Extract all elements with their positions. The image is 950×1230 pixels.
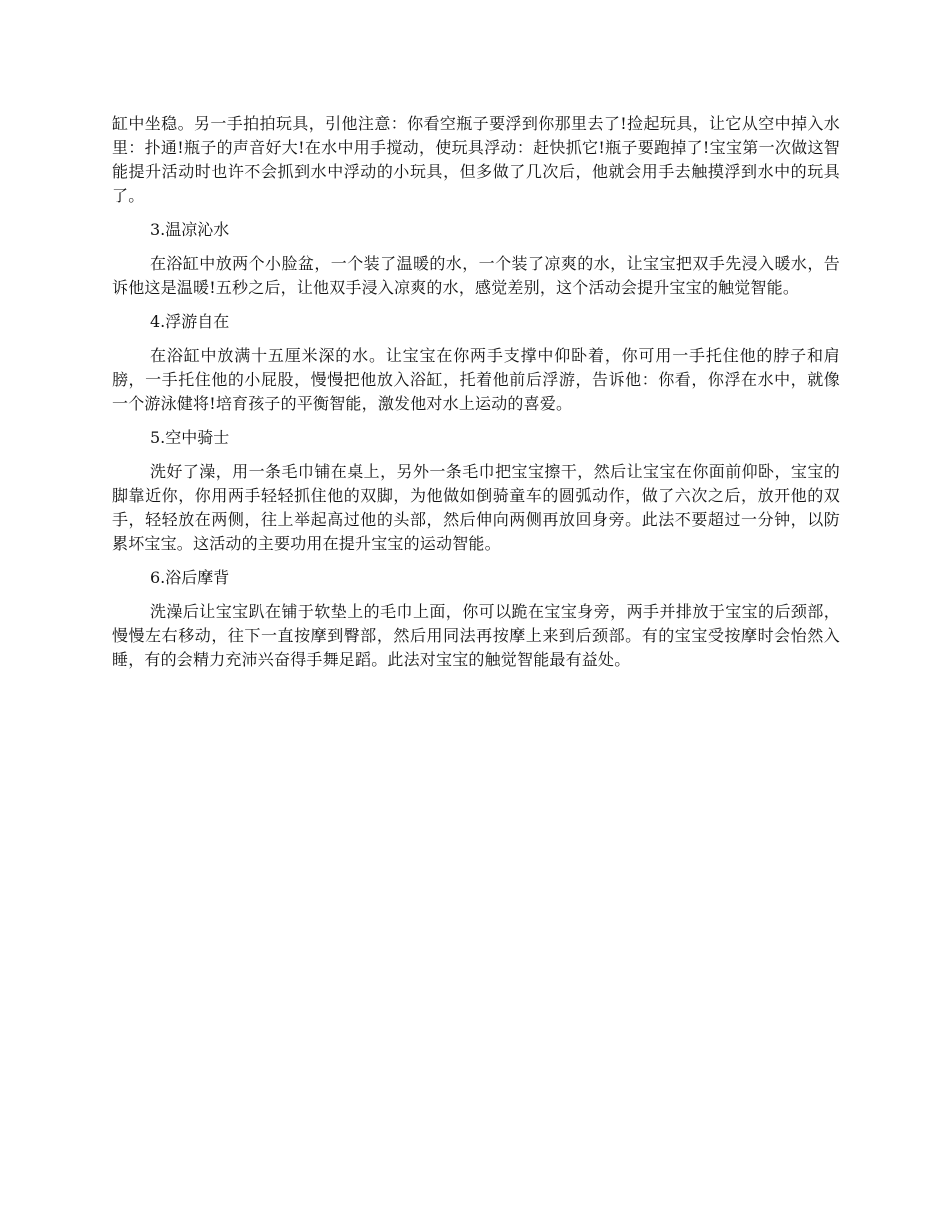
- section-heading-4: 4.浮游自在: [150, 312, 230, 331]
- section-body-3: 在浴缸中放两个小脸盆，一个装了温暖的水，一个装了凉爽的水，让宝宝把双手先浸入暖水，告诉他这是温暖!五秒之后，让他双手浸入凉爽的水，感觉差别，这个活动会提升宝宝的触觉智能。: [112, 254, 840, 297]
- intro-paragraph: 缸中坐稳。另一手拍拍玩具，引他注意：你看空瓶子要浮到你那里去了!捡起玩具，让它从空中掉入水里：扑通!瓶子的声音好大!在水中用手搅动，使玩具浮动：赶快抓它!瓶子要跑掉了!宝宝第一次做这智能提升活动时也许不会抓到水中浮动的小玩具，但多做了几次后，他就会用手去触摸浮到水中的玩具了。: [112, 114, 840, 205]
- section-heading-6: 6.浴后摩背: [150, 568, 230, 587]
- section-body-6: 洗澡后让宝宝趴在铺于软垫上的毛巾上面，你可以跪在宝宝身旁，两手并排放于宝宝的后颈部，慢慢左右移动，往下一直按摩到臀部，然后用同法再按摩上来到后颈部。有的宝宝受按摩时会怡然入睡，有的会精力充沛兴奋得手舞足蹈。此法对宝宝的触觉智能最有益处。: [112, 602, 840, 669]
- section-heading-5: 5.空中骑士: [150, 428, 230, 447]
- section-body-4: 在浴缸中放满十五厘米深的水。让宝宝在你两手支撑中仰卧着，你可用一手托住他的脖子和肩膀，一手托住他的小屁股，慢慢把他放入浴缸，托着他前后浮游，告诉他：你看，你浮在水中，就像一个游泳健将!培育孩子的平衡智能，激发他对水上运动的喜爱。: [112, 346, 840, 413]
- section-body-5: 洗好了澡，用一条毛巾铺在桌上，另外一条毛巾把宝宝擦干，然后让宝宝在你面前仰卧，宝宝的脚靠近你，你用两手轻轻抓住他的双脚，为他做如倒骑童车的圆弧动作，做了六次之后，放开他的双手，轻轻放在两侧，往上举起高过他的头部，然后伸向两侧再放回身旁。此法不要超过一分钟，以防累坏宝宝。这活动的主要功用在提升宝宝的运动智能。: [112, 462, 840, 553]
- document-page: [112, 112, 840, 682]
- section-heading-3: 3.温凉沁水: [150, 220, 230, 239]
